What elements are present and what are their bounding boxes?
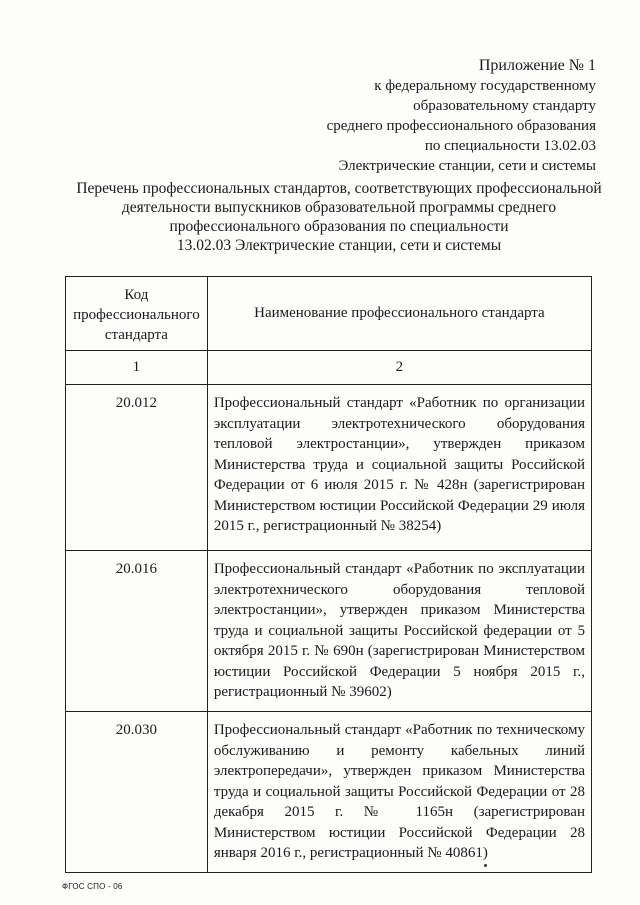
table-header-row xyxy=(66,277,592,351)
scan-speck xyxy=(484,864,487,867)
standard-name: Профессиональный стандарт «Работник по техническому обслуживанию и ремонту кабельных линий электропередачи», утвержден приказом Министерства труда и социальной защиты Российской Федерации от 28 декабря 2015 г. № 1165н (зарегистрирован Министерством юстиции Российской Федерации 28 января 2016 г., регистрационный № 40861) xyxy=(207,712,591,873)
annex-line: Электрические станции, сети и системы xyxy=(338,158,596,174)
header-code: Код профессионального стандарта xyxy=(66,277,208,351)
table-row xyxy=(66,551,592,712)
standard-name: Профессиональный стандарт «Работник по организации эксплуатации электротехнического оборудования тепловой электростанции», утвержден приказом Министерства труда и социальной защиты Российской Федерации от 6 июля 2015 г. № 428н (зарегистрирован Министерством юстиции Российской Федерации 29 июля 2015 г., регистрационный № 38254) xyxy=(207,385,591,551)
annex-line: по специальности 13.02.03 xyxy=(424,138,596,154)
annex-line: образовательному стандарту xyxy=(413,98,596,114)
column-number: 2 xyxy=(207,351,591,385)
document-heading xyxy=(64,179,614,255)
heading-line: профессионального образования по специальности xyxy=(169,218,509,235)
table-row xyxy=(66,385,592,551)
annex-line: Приложение № 1 xyxy=(478,57,596,74)
annex-block xyxy=(327,55,596,176)
heading-line: деятельности выпускников образовательной программы среднего xyxy=(121,199,557,216)
heading-line: Перечень профессиональных стандартов, соответствующих профессиональной xyxy=(76,180,602,197)
standards-table xyxy=(65,276,592,873)
header-name: Наименование профессионального стандарта xyxy=(207,277,591,351)
table-row xyxy=(66,712,592,873)
column-number: 1 xyxy=(66,351,208,385)
standard-code: 20.030 xyxy=(66,712,208,873)
column-number-row xyxy=(66,351,592,385)
page-footer: ФГОС СПО - 06 xyxy=(62,882,123,891)
heading-line: 13.02.03 Электрические станции, сети и системы xyxy=(176,237,502,254)
standard-code: 20.012 xyxy=(66,385,208,551)
standard-name: Профессиональный стандарт «Работник по эксплуатации электротехнического оборудования тепловой электростанции», утвержден приказом Министерства труда и социальной защиты Российской федерации от 5 октября 2015 г. № 690н (зарегистрирован Министерством юстиции Российской Федерации 5 ноября 2015 г., регистрационный № 39602) xyxy=(207,551,591,712)
standard-code: 20.016 xyxy=(66,551,208,712)
annex-line: к федеральному государственному xyxy=(374,78,596,94)
annex-line: среднего профессионального образования xyxy=(326,118,596,134)
